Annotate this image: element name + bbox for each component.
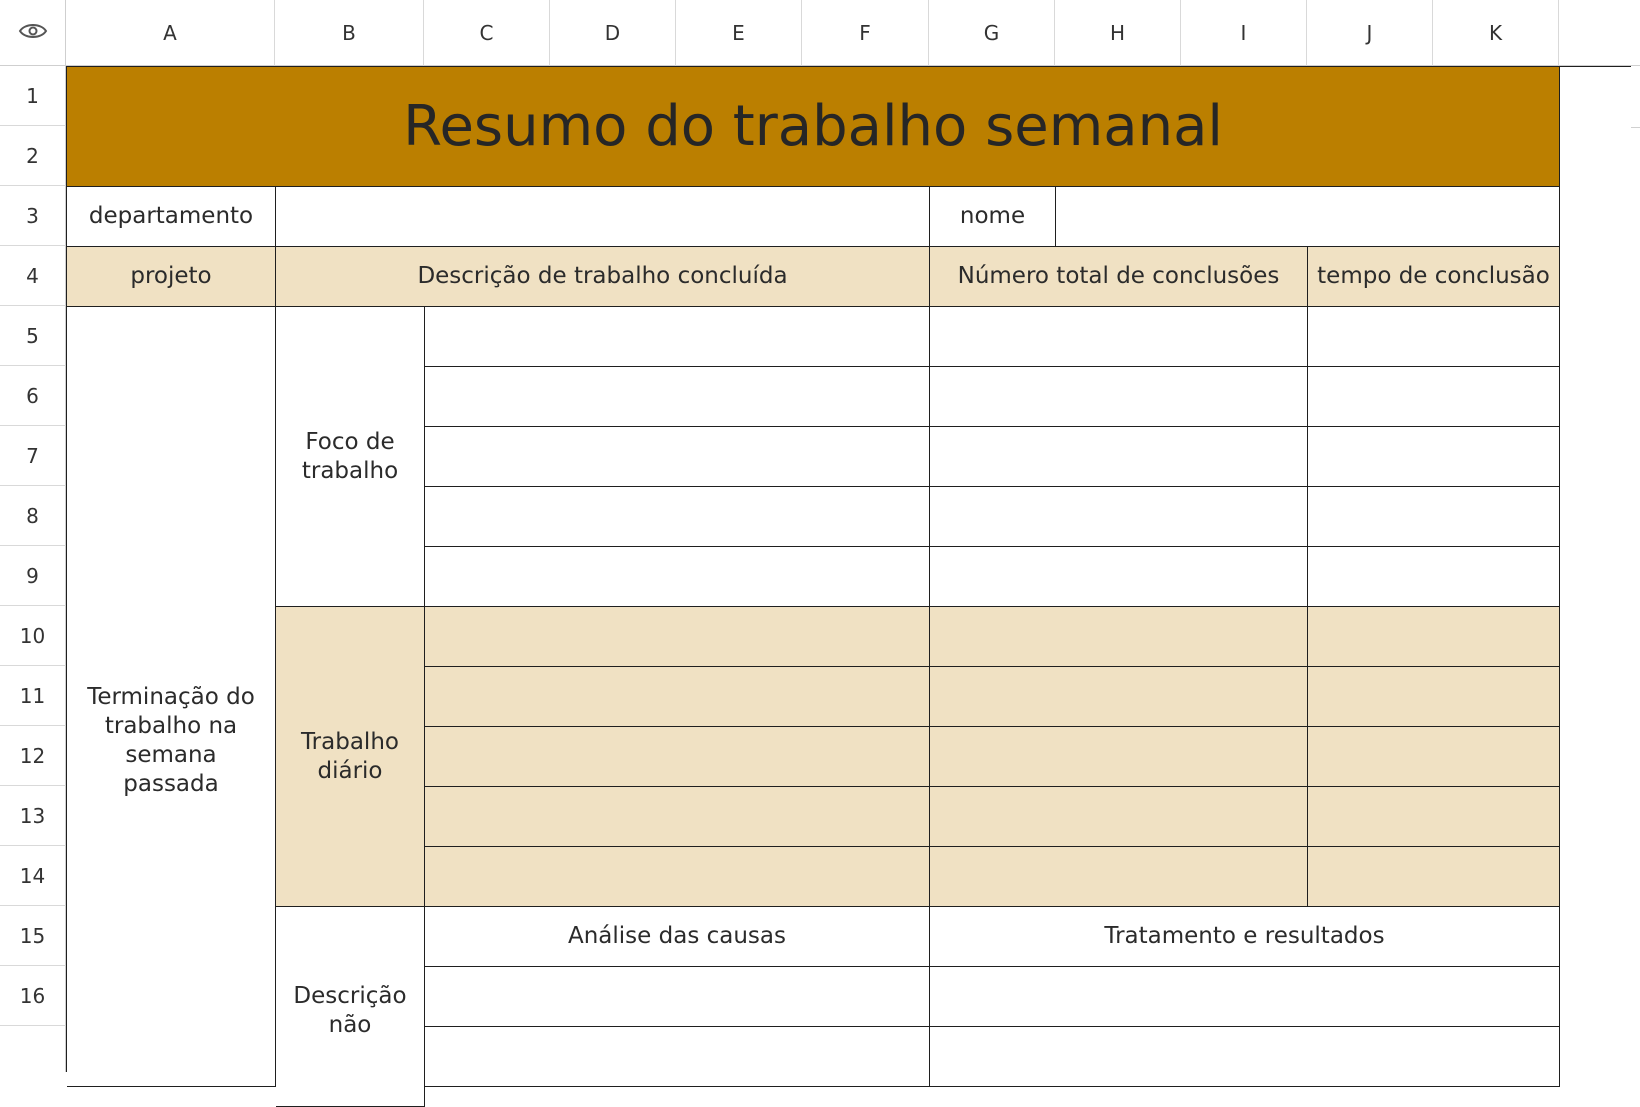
daily-total-cell[interactable] — [930, 847, 1308, 907]
title-cell[interactable]: Resumo do trabalho semanal — [67, 67, 1560, 187]
daily-group-label: Trabalho diário — [301, 728, 399, 784]
daily-time-cell[interactable] — [1308, 787, 1560, 847]
focus-group-cell[interactable] — [276, 307, 425, 607]
row-header-3[interactable]: 3 — [0, 186, 66, 246]
daily-desc-cell[interactable] — [425, 607, 930, 667]
daily-total-cell[interactable] — [930, 607, 1308, 667]
focus-time-cell[interactable] — [1308, 307, 1560, 367]
last-week-section-label: Terminação do trabalho na semana passada — [87, 684, 255, 797]
row-header-15[interactable]: 15 — [0, 906, 66, 966]
daily-time-cell[interactable] — [1308, 727, 1560, 787]
daily-total-cell[interactable] — [930, 787, 1308, 847]
column-header-j[interactable]: J — [1307, 0, 1433, 66]
department-value-cell[interactable] — [276, 187, 930, 247]
focus-total-cell[interactable] — [930, 547, 1308, 607]
focus-total-cell[interactable] — [930, 487, 1308, 547]
row-header-13[interactable]: 13 — [0, 786, 66, 846]
row-header-1[interactable]: 1 — [0, 66, 66, 126]
focus-total-cell[interactable] — [930, 307, 1308, 367]
row-header-6[interactable]: 6 — [0, 366, 66, 426]
cause-analysis-value-cell[interactable] — [425, 967, 930, 1027]
focus-time-cell[interactable] — [1308, 427, 1560, 487]
row-header-10[interactable]: 10 — [0, 606, 66, 666]
column-header-c[interactable]: C — [424, 0, 550, 66]
unfinished-group-label: Descrição não — [293, 983, 407, 1038]
cause-analysis-value-cell[interactable] — [425, 1027, 930, 1087]
daily-total-cell[interactable] — [930, 667, 1308, 727]
focus-group-label: Foco de trabalho — [301, 428, 399, 484]
column-header-g[interactable]: G — [929, 0, 1055, 66]
focus-desc-cell[interactable] — [425, 487, 930, 547]
daily-time-cell[interactable] — [1308, 607, 1560, 667]
row-header-5[interactable]: 5 — [0, 306, 66, 366]
cause-analysis-header-cell[interactable]: Análise das causas — [425, 907, 930, 967]
daily-time-cell[interactable] — [1308, 667, 1560, 727]
focus-desc-cell[interactable] — [425, 367, 930, 427]
row-header-7[interactable]: 7 — [0, 426, 66, 486]
column-header-a[interactable]: A — [66, 0, 275, 66]
column-header-h[interactable]: H — [1055, 0, 1181, 66]
focus-total-cell[interactable] — [930, 427, 1308, 487]
select-all-corner[interactable] — [0, 0, 66, 66]
column-header-i[interactable]: I — [1181, 0, 1307, 66]
header-description-cell[interactable]: Descrição de trabalho concluída — [276, 247, 930, 307]
focus-time-cell[interactable] — [1308, 367, 1560, 427]
focus-desc-cell[interactable] — [425, 427, 930, 487]
header-project-cell[interactable]: projeto — [67, 247, 276, 307]
eye-icon[interactable] — [18, 21, 48, 45]
row-header-4[interactable]: 4 — [0, 246, 66, 306]
column-header-l[interactable] — [1559, 0, 1640, 66]
daily-desc-cell[interactable] — [425, 847, 930, 907]
daily-total-cell[interactable] — [930, 727, 1308, 787]
focus-desc-cell[interactable] — [425, 547, 930, 607]
daily-group-cell[interactable] — [276, 607, 425, 907]
column-header-f[interactable]: F — [802, 0, 929, 66]
daily-desc-cell[interactable] — [425, 727, 930, 787]
row-header-17[interactable] — [0, 1026, 66, 1072]
row-header-12[interactable]: 12 — [0, 726, 66, 786]
focus-time-cell[interactable] — [1308, 547, 1560, 607]
daily-time-cell[interactable] — [1308, 847, 1560, 907]
department-label-cell[interactable]: departamento — [67, 187, 276, 247]
column-header-k[interactable]: K — [1433, 0, 1559, 66]
treatment-results-value-cell[interactable] — [930, 1027, 1560, 1087]
column-header-d[interactable]: D — [550, 0, 676, 66]
name-value-cell[interactable] — [1056, 187, 1560, 247]
row-header-14[interactable]: 14 — [0, 846, 66, 906]
row-header-11[interactable]: 11 — [0, 666, 66, 726]
column-header-b[interactable]: B — [275, 0, 424, 66]
focus-desc-cell[interactable] — [425, 307, 930, 367]
row-header-16[interactable]: 16 — [0, 966, 66, 1026]
daily-desc-cell[interactable] — [425, 667, 930, 727]
header-time-cell[interactable]: tempo de conclusão — [1308, 247, 1560, 307]
name-label-cell[interactable]: nome — [930, 187, 1056, 247]
focus-total-cell[interactable] — [930, 367, 1308, 427]
daily-desc-cell[interactable] — [425, 787, 930, 847]
row-header-8[interactable]: 8 — [0, 486, 66, 546]
row-header-2[interactable]: 2 — [0, 126, 66, 186]
last-week-section-cell[interactable] — [67, 307, 276, 1087]
sheet-edge — [1631, 66, 1640, 128]
treatment-results-header-cell[interactable]: Tratamento e resultados — [930, 907, 1560, 967]
focus-time-cell[interactable] — [1308, 487, 1560, 547]
row-header-9[interactable]: 9 — [0, 546, 66, 606]
unfinished-group-cell[interactable] — [276, 907, 425, 1107]
treatment-results-value-cell[interactable] — [930, 967, 1560, 1027]
header-total-cell[interactable]: Número total de conclusões — [930, 247, 1308, 307]
column-header-e[interactable]: E — [676, 0, 802, 66]
